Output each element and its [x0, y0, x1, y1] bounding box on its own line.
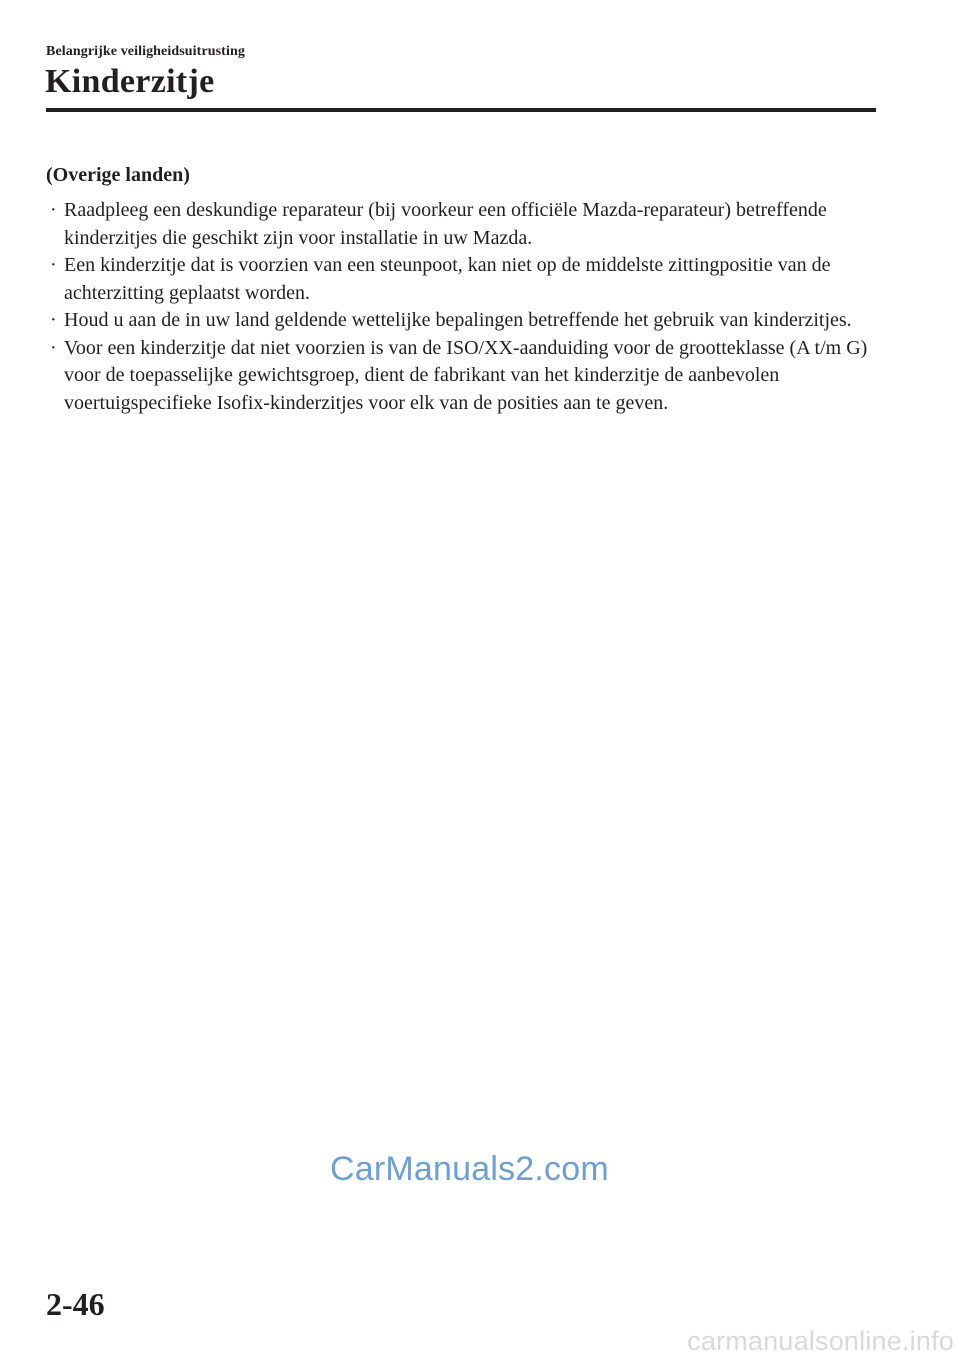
watermark-logo: CarManuals2.com [330, 1150, 609, 1188]
list-item-text: Voor een kinderzitje dat niet voorzien is van de ISO/XX-aanduiding voor de grootteklasse (A t/m G) voor de toepasselijke gewichtsgroep, dient de fabrikant van het kinderzitje de aanbevolen voertuigspecifieke Isofix-kinderzitjes voor elk van de posities aan te geven. [64, 336, 868, 414]
page-title: Kinderzitje [45, 63, 215, 100]
subheading: (Overige landen) [46, 164, 190, 186]
list-item [46, 197, 886, 252]
bullet-dot: · [50, 336, 57, 359]
footer-url: carmanualsonline.info [687, 1326, 954, 1356]
bullet-dot: · [50, 254, 57, 276]
list-item [46, 335, 886, 418]
section-label: Belangrijke veiligheidsuitrusting [46, 44, 245, 59]
page-number: 2-46 [46, 1286, 105, 1322]
list-item-text: Raadpleeg een deskundige reparateur (bij voorkeur een officiële Mazda-reparateur) betreffende kinderzitjes die geschikt zijn voor installatie in uw Mazda. [64, 199, 827, 249]
list-item-text: Een kinderzitje dat is voorzien van een steunpoot, kan niet op de middelste zittingpositie van de achterzitting geplaatst worden. [64, 254, 831, 304]
list-item [46, 252, 886, 307]
title-divider [46, 108, 876, 112]
bullet-dot: · [50, 199, 57, 221]
list-item [46, 307, 886, 335]
list-item-text: Houd u aan de in uw land geldende wettelijke bepalingen betreffende het gebruik van kinderzitjes. [64, 309, 852, 331]
bullet-list [46, 197, 886, 417]
bullet-dot: · [50, 309, 57, 331]
